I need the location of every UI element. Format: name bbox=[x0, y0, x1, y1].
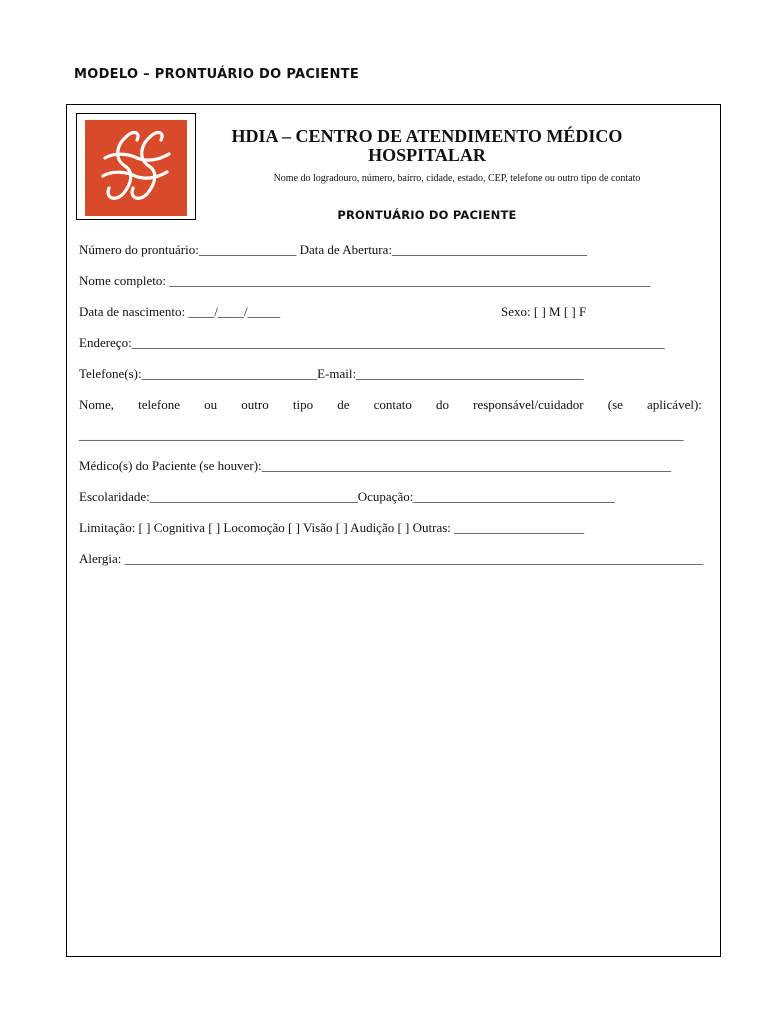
hdia-logo-icon bbox=[85, 120, 187, 216]
limitation-field[interactable]: Limitação: [ ] Cognitiva [ ] Locomoção [ ] Visão [ ] Audição [ ] Outras: ____________________ bbox=[79, 520, 585, 535]
word: do bbox=[436, 397, 450, 412]
word: responsável/cuidador bbox=[473, 397, 584, 412]
organization-address: Nome do logradouro, número, bairro, cidade, estado, CEP, telefone ou outro tipo de contato bbox=[273, 173, 641, 184]
patient-record-form bbox=[66, 104, 721, 957]
document-heading: MODELO – PRONTUÁRIO DO PACIENTE bbox=[74, 67, 360, 82]
word: contato bbox=[373, 397, 412, 412]
word: tipo bbox=[292, 397, 314, 412]
education-occupation-field[interactable]: Escolaridade:________________________________Ocupação:_______________________________ bbox=[79, 489, 615, 504]
logo-frame bbox=[76, 113, 196, 220]
word: outro bbox=[241, 397, 269, 412]
responsible-contact-label bbox=[79, 397, 702, 413]
record-number-field[interactable]: Número do prontuário:_______________ Data de Abertura:______________________________ bbox=[79, 242, 588, 257]
form-title: PRONTUÁRIO DO PACIENTE bbox=[337, 208, 517, 222]
phone-email-field[interactable]: Telefone(s):___________________________E-mail:___________________________________ bbox=[79, 366, 584, 381]
physician-field[interactable]: Médico(s) do Paciente (se houver):_______________________________________________________________ bbox=[79, 458, 672, 473]
org-title-line2: HOSPITALAR bbox=[368, 145, 486, 165]
full-name-field[interactable]: Nome completo: __________________________________________________________________________ bbox=[79, 273, 651, 288]
sex-field[interactable]: Sexo: [ ] M [ ] F bbox=[501, 304, 587, 319]
word: ou bbox=[204, 397, 218, 412]
organization-title bbox=[217, 127, 637, 165]
allergy-field[interactable]: Alergia: _________________________________________________________________________________________ bbox=[79, 551, 704, 566]
word: telefone bbox=[138, 397, 181, 412]
org-title-line1: HDIA – CENTRO DE ATENDIMENTO MÉDICO bbox=[231, 126, 623, 146]
word: aplicável): bbox=[647, 397, 702, 412]
word: de bbox=[337, 397, 350, 412]
word: Nome, bbox=[79, 397, 115, 412]
address-field[interactable]: Endereço:__________________________________________________________________________________ bbox=[79, 335, 665, 350]
word: (se bbox=[607, 397, 623, 412]
responsible-contact-field[interactable]: _____________________________________________________________________________________________ bbox=[79, 427, 684, 442]
birth-date-field[interactable]: Data de nascimento: ____/____/_____ bbox=[79, 304, 281, 319]
